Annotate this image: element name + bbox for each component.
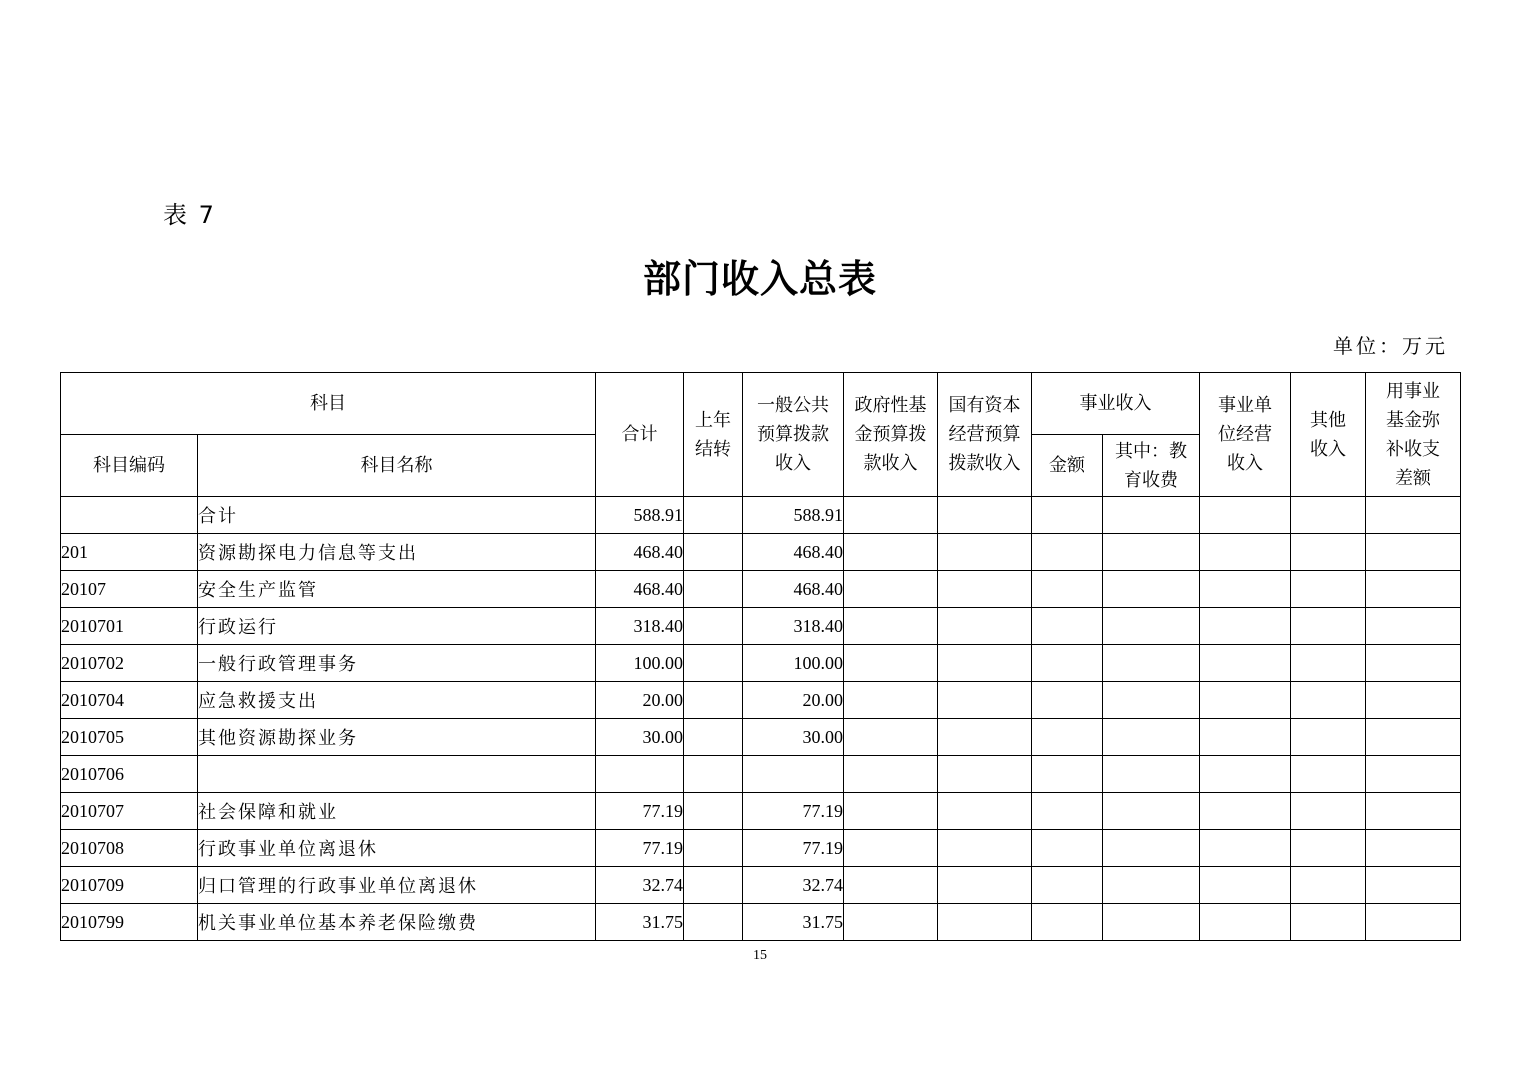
subject-code-cell: 2010705: [61, 719, 198, 756]
table-number-label: 表 7: [163, 201, 216, 229]
education-fee-cell: [1103, 830, 1200, 867]
subject-code-cell: 2010702: [61, 645, 198, 682]
state-capital-budget-cell: [938, 719, 1032, 756]
total-cell: 588.91: [596, 497, 684, 534]
institution-fund-offset-cell: [1366, 867, 1461, 904]
institution-income-amount-cell: [1032, 867, 1103, 904]
total-cell: 32.74: [596, 867, 684, 904]
institution-income-amount-cell: [1032, 756, 1103, 793]
state-capital-budget-cell: [938, 867, 1032, 904]
state-capital-budget-cell: [938, 645, 1032, 682]
prior-year-carryover-cell: [684, 756, 743, 793]
subject-name-cell: 行政事业单位离退休: [198, 830, 596, 867]
other-income-cell: [1291, 867, 1366, 904]
header-state-capital-budget: 国有资本经营预算拨款收入: [938, 373, 1032, 497]
header-institution-fund-offset: 用事业基金弥补收支差额: [1366, 373, 1461, 497]
education-fee-cell: [1103, 719, 1200, 756]
table-row: [61, 719, 1461, 756]
institution-operating-cell: [1200, 682, 1291, 719]
institution-fund-offset-cell: [1366, 497, 1461, 534]
education-fee-cell: [1103, 756, 1200, 793]
general-public-budget-cell: 32.74: [743, 867, 844, 904]
education-fee-cell: [1103, 904, 1200, 941]
other-income-cell: [1291, 719, 1366, 756]
header-prior-year-carryover: 上年结转: [684, 373, 743, 497]
header-subject-name: 科目名称: [198, 435, 596, 497]
subject-name-cell: 一般行政管理事务: [198, 645, 596, 682]
other-income-cell: [1291, 534, 1366, 571]
table-row: [61, 830, 1461, 867]
institution-operating-cell: [1200, 571, 1291, 608]
subject-code-cell: 20107: [61, 571, 198, 608]
institution-income-amount-cell: [1032, 497, 1103, 534]
subject-name-cell: 归口管理的行政事业单位离退休: [198, 867, 596, 904]
subject-code-cell: 2010707: [61, 793, 198, 830]
subject-name-cell: 机关事业单位基本养老保险缴费: [198, 904, 596, 941]
prior-year-carryover-cell: [684, 571, 743, 608]
total-cell: 318.40: [596, 608, 684, 645]
total-cell: 468.40: [596, 571, 684, 608]
institution-operating-cell: [1200, 904, 1291, 941]
subject-name-cell: 社会保障和就业: [198, 793, 596, 830]
institution-operating-cell: [1200, 645, 1291, 682]
header-of-which-education: 其中：教育收费: [1103, 435, 1200, 497]
header-subject: 科目: [61, 373, 596, 435]
institution-fund-offset-cell: [1366, 571, 1461, 608]
prior-year-carryover-cell: [684, 608, 743, 645]
general-public-budget-cell: 468.40: [743, 571, 844, 608]
subject-code-cell: 2010708: [61, 830, 198, 867]
government-fund-budget-cell: [844, 645, 938, 682]
header-amount: 金额: [1032, 435, 1103, 497]
government-fund-budget-cell: [844, 571, 938, 608]
general-public-budget-cell: 468.40: [743, 534, 844, 571]
state-capital-budget-cell: [938, 793, 1032, 830]
header-general-public-budget: 一般公共预算拨款收入: [743, 373, 844, 497]
subject-name-cell: 安全生产监管: [198, 571, 596, 608]
page-number: 15: [753, 948, 767, 963]
institution-fund-offset-cell: [1366, 645, 1461, 682]
table-row: [61, 645, 1461, 682]
page-title: 部门收入总表: [642, 256, 877, 301]
education-fee-cell: [1103, 608, 1200, 645]
institution-income-amount-cell: [1032, 904, 1103, 941]
institution-fund-offset-cell: [1366, 719, 1461, 756]
total-cell: 31.75: [596, 904, 684, 941]
prior-year-carryover-cell: [684, 719, 743, 756]
table-row: [61, 867, 1461, 904]
prior-year-carryover-cell: [684, 645, 743, 682]
education-fee-cell: [1103, 571, 1200, 608]
prior-year-carryover-cell: [684, 867, 743, 904]
other-income-cell: [1291, 608, 1366, 645]
education-fee-cell: [1103, 867, 1200, 904]
state-capital-budget-cell: [938, 682, 1032, 719]
header-total: 合计: [596, 373, 684, 497]
subject-code-cell: 201: [61, 534, 198, 571]
general-public-budget-cell: 318.40: [743, 608, 844, 645]
total-cell: 77.19: [596, 793, 684, 830]
government-fund-budget-cell: [844, 682, 938, 719]
institution-fund-offset-cell: [1366, 534, 1461, 571]
table-row: [61, 682, 1461, 719]
general-public-budget-cell: 31.75: [743, 904, 844, 941]
prior-year-carryover-cell: [684, 497, 743, 534]
subject-name-cell: 应急救援支出: [198, 682, 596, 719]
total-cell: 100.00: [596, 645, 684, 682]
total-cell: 20.00: [596, 682, 684, 719]
education-fee-cell: [1103, 534, 1200, 571]
subject-name-cell: 行政运行: [198, 608, 596, 645]
general-public-budget-cell: 77.19: [743, 793, 844, 830]
government-fund-budget-cell: [844, 793, 938, 830]
total-cell: 30.00: [596, 719, 684, 756]
institution-income-amount-cell: [1032, 571, 1103, 608]
total-cell: [596, 756, 684, 793]
institution-income-amount-cell: [1032, 793, 1103, 830]
state-capital-budget-cell: [938, 756, 1032, 793]
general-public-budget-cell: 588.91: [743, 497, 844, 534]
institution-operating-cell: [1200, 608, 1291, 645]
prior-year-carryover-cell: [684, 534, 743, 571]
government-fund-budget-cell: [844, 534, 938, 571]
table-row: [61, 608, 1461, 645]
institution-income-amount-cell: [1032, 830, 1103, 867]
subject-code-cell: 2010701: [61, 608, 198, 645]
table-row: [61, 793, 1461, 830]
subject-code-cell: 2010706: [61, 756, 198, 793]
header-row-1: [61, 373, 1461, 435]
institution-fund-offset-cell: [1366, 756, 1461, 793]
other-income-cell: [1291, 830, 1366, 867]
table-row: [61, 904, 1461, 941]
institution-income-amount-cell: [1032, 645, 1103, 682]
table-row: [61, 571, 1461, 608]
prior-year-carryover-cell: [684, 904, 743, 941]
institution-income-amount-cell: [1032, 534, 1103, 571]
total-cell: 77.19: [596, 830, 684, 867]
subject-name-cell: 其他资源勘探业务: [198, 719, 596, 756]
general-public-budget-cell: 77.19: [743, 830, 844, 867]
prior-year-carryover-cell: [684, 682, 743, 719]
other-income-cell: [1291, 571, 1366, 608]
institution-fund-offset-cell: [1366, 830, 1461, 867]
institution-fund-offset-cell: [1366, 682, 1461, 719]
prior-year-carryover-cell: [684, 830, 743, 867]
institution-fund-offset-cell: [1366, 608, 1461, 645]
subject-code-cell: 2010709: [61, 867, 198, 904]
subject-code-cell: 2010704: [61, 682, 198, 719]
other-income-cell: [1291, 904, 1366, 941]
institution-operating-cell: [1200, 830, 1291, 867]
institution-income-amount-cell: [1032, 608, 1103, 645]
institution-income-amount-cell: [1032, 682, 1103, 719]
prior-year-carryover-cell: [684, 793, 743, 830]
education-fee-cell: [1103, 682, 1200, 719]
government-fund-budget-cell: [844, 497, 938, 534]
institution-operating-cell: [1200, 756, 1291, 793]
institution-income-amount-cell: [1032, 719, 1103, 756]
income-summary-table: [60, 372, 1461, 941]
state-capital-budget-cell: [938, 534, 1032, 571]
institution-fund-offset-cell: [1366, 793, 1461, 830]
education-fee-cell: [1103, 793, 1200, 830]
header-institution-income: 事业收入: [1032, 373, 1200, 435]
state-capital-budget-cell: [938, 571, 1032, 608]
state-capital-budget-cell: [938, 608, 1032, 645]
other-income-cell: [1291, 645, 1366, 682]
header-other-income: 其他收入: [1291, 373, 1366, 497]
government-fund-budget-cell: [844, 719, 938, 756]
subject-name-cell: [198, 756, 596, 793]
table-row: [61, 534, 1461, 571]
institution-operating-cell: [1200, 534, 1291, 571]
institution-operating-cell: [1200, 719, 1291, 756]
general-public-budget-cell: 20.00: [743, 682, 844, 719]
other-income-cell: [1291, 756, 1366, 793]
education-fee-cell: [1103, 645, 1200, 682]
government-fund-budget-cell: [844, 904, 938, 941]
general-public-budget-cell: 100.00: [743, 645, 844, 682]
general-public-budget-cell: 30.00: [743, 719, 844, 756]
institution-operating-cell: [1200, 867, 1291, 904]
header-subject-code: 科目编码: [61, 435, 198, 497]
unit-label: 单位：万元: [1333, 334, 1448, 358]
institution-operating-cell: [1200, 497, 1291, 534]
other-income-cell: [1291, 793, 1366, 830]
government-fund-budget-cell: [844, 830, 938, 867]
state-capital-budget-cell: [938, 830, 1032, 867]
subject-code-cell: [61, 497, 198, 534]
subject-name-cell: 合计: [198, 497, 596, 534]
subject-name-cell: 资源勘探电力信息等支出: [198, 534, 596, 571]
government-fund-budget-cell: [844, 608, 938, 645]
header-government-fund-budget: 政府性基金预算拨款收入: [844, 373, 938, 497]
state-capital-budget-cell: [938, 904, 1032, 941]
institution-operating-cell: [1200, 793, 1291, 830]
government-fund-budget-cell: [844, 867, 938, 904]
institution-fund-offset-cell: [1366, 904, 1461, 941]
government-fund-budget-cell: [844, 756, 938, 793]
other-income-cell: [1291, 682, 1366, 719]
header-institution-operating: 事业单位经营收入: [1200, 373, 1291, 497]
total-cell: 468.40: [596, 534, 684, 571]
subject-code-cell: 2010799: [61, 904, 198, 941]
table-row: [61, 497, 1461, 534]
general-public-budget-cell: [743, 756, 844, 793]
state-capital-budget-cell: [938, 497, 1032, 534]
education-fee-cell: [1103, 497, 1200, 534]
table-row: [61, 756, 1461, 793]
other-income-cell: [1291, 497, 1366, 534]
